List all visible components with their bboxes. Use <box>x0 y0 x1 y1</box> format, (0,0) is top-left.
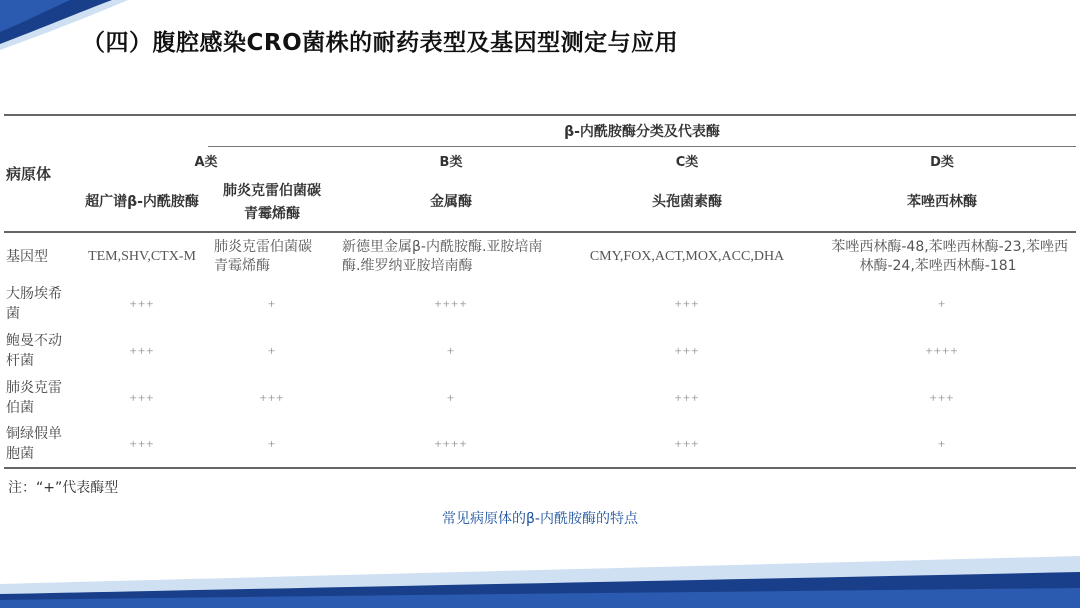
enzyme-level: +++ <box>674 436 700 451</box>
enzyme-level: ++++ <box>434 436 468 451</box>
enzyme-level: + <box>446 342 456 358</box>
enzyme-level: +++ <box>674 389 700 405</box>
genotype-d-line1: 苯唑西林酶-48,苯唑西林酶-23,苯唑西 <box>831 238 1068 255</box>
row-label <box>4 421 76 468</box>
genotype-a2-line2: 青霉烯酶 <box>214 257 270 274</box>
row-label-line2: 杆菌 <box>6 352 34 369</box>
figure-caption: 常见病原体的β-内酰胺酶的特点 <box>442 511 638 527</box>
subheader-kpc <box>208 174 336 232</box>
genotype-c: CMY,FOX,ACT,MOX,ACC,DHA <box>589 248 785 264</box>
row-label-line2: 菌 <box>6 305 20 322</box>
subheader-cephalosporinase: 头孢菌素酶 <box>566 174 808 232</box>
row-label-line1: 鲍曼不动 <box>6 332 62 349</box>
subheader-metallo: 金属酶 <box>336 174 566 232</box>
genotype-a2-line1: 肺炎克雷伯菌碳 <box>214 238 312 255</box>
pathogen-header: 病原体 <box>4 115 76 232</box>
table-note: 注：“+”代表酶型 <box>8 480 119 496</box>
row-label-line1: 大肠埃希 <box>6 285 62 302</box>
enzyme-level: +++ <box>929 389 955 405</box>
subheader-kpc-line1: 肺炎克雷伯菌碳 <box>223 182 321 199</box>
enzyme-level: + <box>937 295 947 311</box>
enzyme-level: ++++ <box>925 342 959 358</box>
table-row <box>4 421 1076 468</box>
enzyme-level: + <box>267 295 277 311</box>
row-label-line2: 胞菌 <box>6 446 34 462</box>
genotype-a2 <box>208 232 336 280</box>
bottom-wave-decoration <box>0 548 1080 608</box>
enzyme-level: +++ <box>129 389 155 405</box>
table-row <box>4 327 1076 374</box>
row-label <box>4 327 76 374</box>
row-label <box>4 280 76 327</box>
class-c-header: C类 <box>675 155 699 170</box>
enzyme-level: +++ <box>674 342 700 358</box>
class-b-header: B类 <box>439 155 463 170</box>
table-row-genotype <box>4 232 1076 280</box>
table-row <box>4 280 1076 327</box>
beta-lactamase-table <box>4 114 1076 469</box>
enzyme-level: + <box>446 389 456 405</box>
enzyme-level: +++ <box>674 295 700 311</box>
row-label <box>4 374 76 421</box>
subheader-oxacillinase: 苯唑西林酶 <box>808 174 1076 232</box>
genotype-b-line2: 酶.维罗纳亚胺培南酶 <box>342 257 473 274</box>
genotype-b <box>336 232 566 280</box>
enzyme-level: + <box>267 342 277 358</box>
enzyme-level: +++ <box>129 342 155 358</box>
subheader-esbl: 超广谱β-内酰胺酶 <box>76 174 208 232</box>
enzyme-level: + <box>267 436 277 451</box>
enzyme-level: +++ <box>259 389 285 405</box>
enzyme-level: + <box>937 436 947 451</box>
group-header: β-内酰胺酶分类及代表酶 <box>208 115 1076 147</box>
table-row <box>4 374 1076 421</box>
class-d-header: D类 <box>930 155 954 170</box>
row-label-line1: 铜绿假单 <box>6 426 62 442</box>
enzyme-level: +++ <box>129 295 155 311</box>
slide-title: （四）腹腔感染CRO菌株的耐药表型及基因型测定与应用 <box>82 30 679 56</box>
genotype-a1: TEM,SHV,CTX-M <box>88 248 196 264</box>
genotype-d-line2: 林酶-24,苯唑西林酶-181 <box>859 257 1017 274</box>
class-a-header: A类 <box>194 155 218 170</box>
subheader-kpc-line2: 青霉烯酶 <box>244 205 300 222</box>
enzyme-level: ++++ <box>434 295 468 311</box>
row-label-line2: 伯菌 <box>6 399 34 416</box>
genotype-b-line1: 新德里金属β-内酰胺酶.亚胺培南 <box>342 238 543 255</box>
row-label-genotype: 基因型 <box>6 248 48 265</box>
genotype-d <box>808 232 1076 280</box>
row-label-line1: 肺炎克雷 <box>6 379 62 396</box>
enzyme-level: +++ <box>129 436 155 451</box>
